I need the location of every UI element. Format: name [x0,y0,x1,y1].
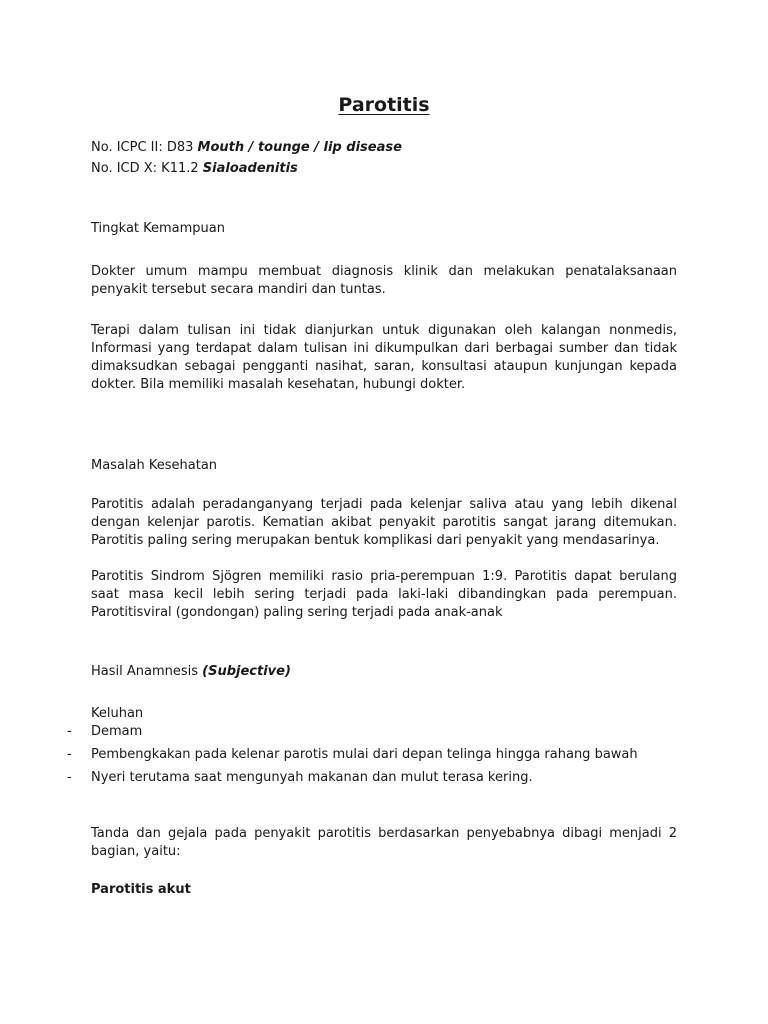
bullet-text: Pembengkakan pada kelenar parotis mulai dari depan telinga hingga rahang bawah [91,747,638,762]
anamnesis-heading-text: Hasil Anamnesis [91,664,203,679]
section-heading-anamnesis [91,663,291,681]
keluhan-label: Keluhan [91,706,144,721]
bullet-dash-icon: - [67,747,72,762]
keluhan-bullet-list [67,723,677,787]
anamnesis-heading-italic: (Subjective) [202,664,291,679]
masalah-paragraph-2: Parotitis Sindrom Sjögren memiliki rasio pria-perempuan 1:9. Parotitis dapat berulang saat masa kecil lebih sering terjadi pada laki-laki dibandingkan pada perempuan. Parotitisviral (gondongan) paling sering terjadi pada anak-anak [91,569,677,620]
masalah-paragraph-1: Parotitis adalah peradanganyang terjadi pada kelenjar saliva atau yang lebih dikenal dengan kelenjar parotis. Kematian akibat penyakit parotitis sangat jarang ditemukan. Parotitis paling sering merupakan bentuk komplikasi dari penyakit yang mendasarinya. [91,497,677,548]
bullet-text: Demam [91,724,143,739]
icpc-code-description: Mouth / tounge / lip disease [197,140,402,155]
tingkat-paragraph-2: Terapi dalam tulisan ini tidak dianjurkan untuk digunakan oleh kalangan nonmedis, Informasi yang terdapat dalam tulisan ini dikumpulkan dari berbagai sumber dan tidak dimaksudkan sebagai pengganti nasihat, saran, konsultasi ataupun kunjungan kepada dokter. Bila memiliki masalah kesehatan, hubungi dokter. [91,323,677,392]
tanda-paragraph: Tanda dan gejala pada penyakit parotitis berdasarkan penyebabnya dibagi menjadi 2 bagian, yaitu: [91,826,677,859]
bullet-dash-icon: - [67,770,72,785]
icd-code-description: Sialoadenitis [202,161,298,176]
icd-code-line [91,160,298,178]
list-item [67,769,677,787]
list-item [67,746,677,764]
page-title: Parotitis [338,94,430,116]
section-heading-masalah: Masalah Kesehatan [91,458,218,473]
list-item [67,723,677,741]
bullet-text: Nyeri terutama saat mengunyah makanan dan mulut terasa kering. [91,770,533,785]
subheading-parotitis-akut: Parotitis akut [91,882,191,897]
section-heading-tingkat: Tingkat Kemampuan [91,221,226,236]
icd-code-prefix: No. ICD X: K11.2 [91,161,203,176]
bullet-dash-icon: - [67,724,72,739]
icpc-code-line [91,139,402,157]
tingkat-paragraph-1: Dokter umum mampu membuat diagnosis klinik dan melakukan penatalaksanaan penyakit tersebut secara mandiri dan tuntas. [91,264,677,297]
icpc-code-prefix: No. ICPC II: D83 [91,140,198,155]
